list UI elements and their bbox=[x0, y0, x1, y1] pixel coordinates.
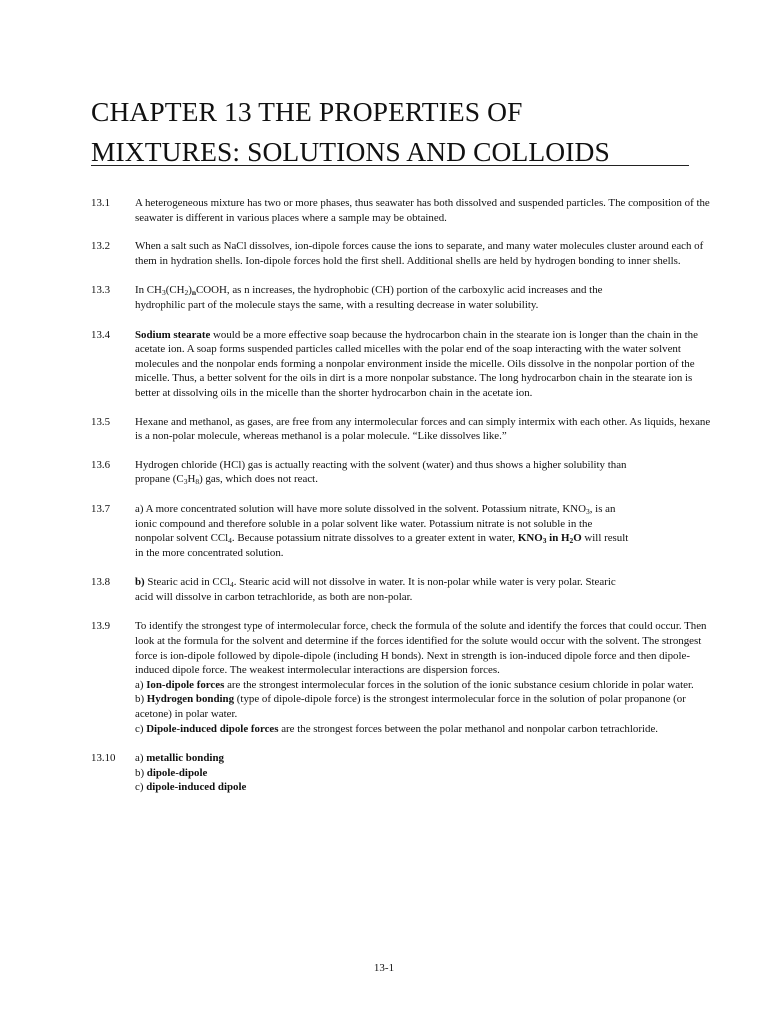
answer-13-4 bbox=[91, 328, 711, 401]
formula-text: in H bbox=[546, 532, 570, 545]
answer-number: 13.5 bbox=[91, 415, 111, 428]
answer-13-7 bbox=[91, 502, 711, 560]
chapter-title bbox=[91, 92, 691, 172]
subscript: 8 bbox=[195, 477, 200, 487]
sub-answer-b bbox=[135, 766, 711, 781]
sub-answer-label: a) bbox=[135, 752, 147, 765]
answer-text bbox=[135, 575, 711, 604]
answer-number: 13.10 bbox=[91, 752, 116, 765]
answer-text-part: Stearic acid in CCl bbox=[144, 576, 230, 589]
key-term: Dipole-induced dipole forces bbox=[146, 722, 279, 735]
formula-text: (CH bbox=[165, 284, 185, 297]
subscript: 3 bbox=[183, 477, 188, 487]
answer-text-part: nonpolar solvent CCl bbox=[135, 532, 229, 545]
formula-text: COOH bbox=[196, 284, 227, 297]
subscript: 3 bbox=[542, 536, 547, 546]
sub-answer-label: c) bbox=[135, 781, 147, 794]
answer-text: A heterogeneous mixture has two or more phases, thus seawater has both dissolved and suspended particles. The composition of the seawater is different in various places where a sample may be obtained. bbox=[135, 197, 710, 224]
answer-text-part: . Stearic acid will not dissolve in water. It is non-polar while water is very polar. Stearic bbox=[233, 576, 616, 589]
answer-text-part: ionic compound and therefore soluble in a polar solvent like water. Potassium nitrate is not soluble in the bbox=[135, 517, 593, 530]
answer-13-6 bbox=[91, 458, 711, 487]
key-term: Hydrogen bonding bbox=[146, 693, 235, 706]
answer-text-part: propane (C bbox=[135, 473, 184, 486]
sub-answer-b bbox=[135, 692, 711, 721]
answer-text bbox=[135, 458, 711, 487]
answer-intro: To identify the strongest type of intermolecular force, check the formula of the solute and identify the forces that could occur. Then look at the formula for the solvent and determine if the forces identified for the solute would occur with the solvent. The strongest force is ion-dipole followed by dipole-dipole (including H bonds). Next in strength is ion-induced dipole force and then dipole-induced dipole force. The weakest intermolecular interactions are dispersion forces. bbox=[135, 620, 707, 677]
answer-number: 13.4 bbox=[91, 328, 111, 341]
answer-text bbox=[135, 328, 711, 401]
key-term: metallic bonding bbox=[146, 752, 224, 765]
answer-text: Hexane and methanol, as gases, are free from any intermolecular forces and can simply intermix with each other. As liquids, hexane is a non-polar molecule, whereas methanol is a polar molecule. “Like dissolves like.” bbox=[135, 415, 711, 443]
sub-answer-label: b) bbox=[135, 693, 147, 706]
answer-text bbox=[135, 619, 711, 736]
answer-number: 13.1 bbox=[91, 197, 111, 209]
key-term bbox=[518, 532, 582, 544]
sub-answer-label: a) bbox=[135, 678, 147, 691]
answer-number: 13.8 bbox=[91, 576, 111, 589]
answer-text bbox=[135, 751, 711, 795]
answer-text-part: are the strongest intermolecular forces in the solution of the ionic substance cesium chloride in polar water. bbox=[224, 678, 694, 691]
answer-13-10 bbox=[91, 751, 711, 795]
answer-text-part: Hydrogen chloride (HCl) gas is actually reacting with the solvent (water) and thus shows a higher solubility than bbox=[135, 458, 627, 471]
subscript: 2 bbox=[569, 536, 574, 546]
answer-13-5 bbox=[91, 415, 711, 444]
sub-answer-label: c) bbox=[135, 722, 147, 735]
subscript: 2 bbox=[184, 288, 189, 298]
answer-13-3 bbox=[91, 283, 711, 312]
answer-number: 13.6 bbox=[91, 458, 111, 471]
key-term: dipole-induced dipole bbox=[146, 781, 247, 794]
answer-text-part: in the more concentrated solution. bbox=[135, 546, 284, 559]
answer-text: When a salt such as NaCl dissolves, ion-dipole forces cause the ions to separate, and many water molecules cluster around each of them in hydration shells. Ion-dipole forces hold the first shell. Additional shells are held by hydrogen bonding to inner shells. bbox=[135, 240, 704, 267]
answer-text-part: acid will dissolve in carbon tetrachloride, as both are non-polar. bbox=[135, 590, 413, 603]
answer-number: 13.3 bbox=[91, 284, 111, 297]
chapter-title-line-1: CHAPTER 13 THE PROPERTIES OF bbox=[91, 96, 523, 127]
key-term: Sodium stearate bbox=[135, 328, 211, 341]
answer-text-part: a) A more concentrated solution will have more solute dissolved in the solvent. Potassium nitrate, KNO bbox=[135, 502, 586, 515]
sub-answer-a bbox=[135, 751, 711, 766]
answer-text-part: hydrophilic part of the molecule stays the same, with a resulting decrease in water solubility. bbox=[135, 298, 539, 311]
sub-answer-c bbox=[135, 722, 711, 737]
key-term: Ion-dipole forces bbox=[146, 678, 225, 691]
formula-text: O bbox=[573, 532, 582, 545]
sub-answer-label: b) bbox=[135, 766, 147, 779]
answer-text-part: . Because potassium nitrate dissolves to a greater extent in water, bbox=[231, 532, 518, 545]
key-term: b) bbox=[135, 576, 145, 589]
answer-list bbox=[91, 196, 711, 795]
subscript: 3 bbox=[161, 288, 166, 298]
formula-text: In CH bbox=[135, 284, 162, 297]
subscript: n bbox=[191, 288, 197, 298]
answer-text-part: ) gas, which does not react. bbox=[199, 473, 318, 486]
subscript: 3 bbox=[585, 506, 590, 516]
answer-text-part: , is an bbox=[589, 502, 616, 515]
formula-text: KNO bbox=[517, 532, 543, 545]
answer-13-9 bbox=[91, 619, 711, 736]
answer-13-2 bbox=[91, 239, 711, 268]
formula-text: ) bbox=[188, 284, 192, 297]
answer-text-part: will result bbox=[581, 532, 629, 545]
answer-text-part: , as n increases, the hydrophobic (CH) portion of the carboxylic acid increases and the bbox=[226, 284, 603, 297]
answer-13-1 bbox=[91, 196, 711, 225]
chapter-title-line-2: MIXTURES: SOLUTIONS AND COLLOIDS bbox=[91, 136, 610, 167]
sub-answer-a bbox=[135, 678, 711, 693]
answer-number: 13.2 bbox=[91, 240, 111, 253]
answer-text-part: would be a more effective soap because the hydrocarbon chain in the stearate ion is longer than the chain in the acetate ion. A soap forms suspended particles called micelles with the polar end of the soap interacting with the water solvent molecules and the nonpolar ends forming a nonpolar environment inside the micelle. Oils dissolve in the nonpolar portion of the micelle. Thus, a better solvent for the oils in dirt is a more nonpolar substance. The long hydrocarbon chain in the stearate ion is better at dissolving oils in the micelle than the shorter hydrocarbon chain in the acetate ion. bbox=[135, 328, 698, 399]
answer-text-part: (type of dipole-dipole force) is the strongest intermolecular force in the solution of polar propanone (or acetone) in polar water. bbox=[135, 693, 686, 721]
answer-text-part: are the strongest forces between the polar methanol and nonpolar carbon tetrachloride. bbox=[278, 722, 659, 735]
answer-text bbox=[135, 283, 711, 312]
title-divider bbox=[91, 165, 689, 166]
formula-text: H bbox=[187, 473, 196, 486]
subscript: 4 bbox=[228, 536, 232, 546]
page-number: 13-1 bbox=[373, 962, 395, 974]
key-term: dipole-dipole bbox=[146, 766, 208, 779]
answer-number: 13.9 bbox=[91, 620, 111, 633]
subscript: 4 bbox=[229, 580, 234, 590]
answer-number: 13.7 bbox=[91, 502, 111, 515]
answer-text bbox=[135, 502, 711, 560]
answer-13-8 bbox=[91, 575, 711, 604]
sub-answer-c bbox=[135, 780, 711, 795]
